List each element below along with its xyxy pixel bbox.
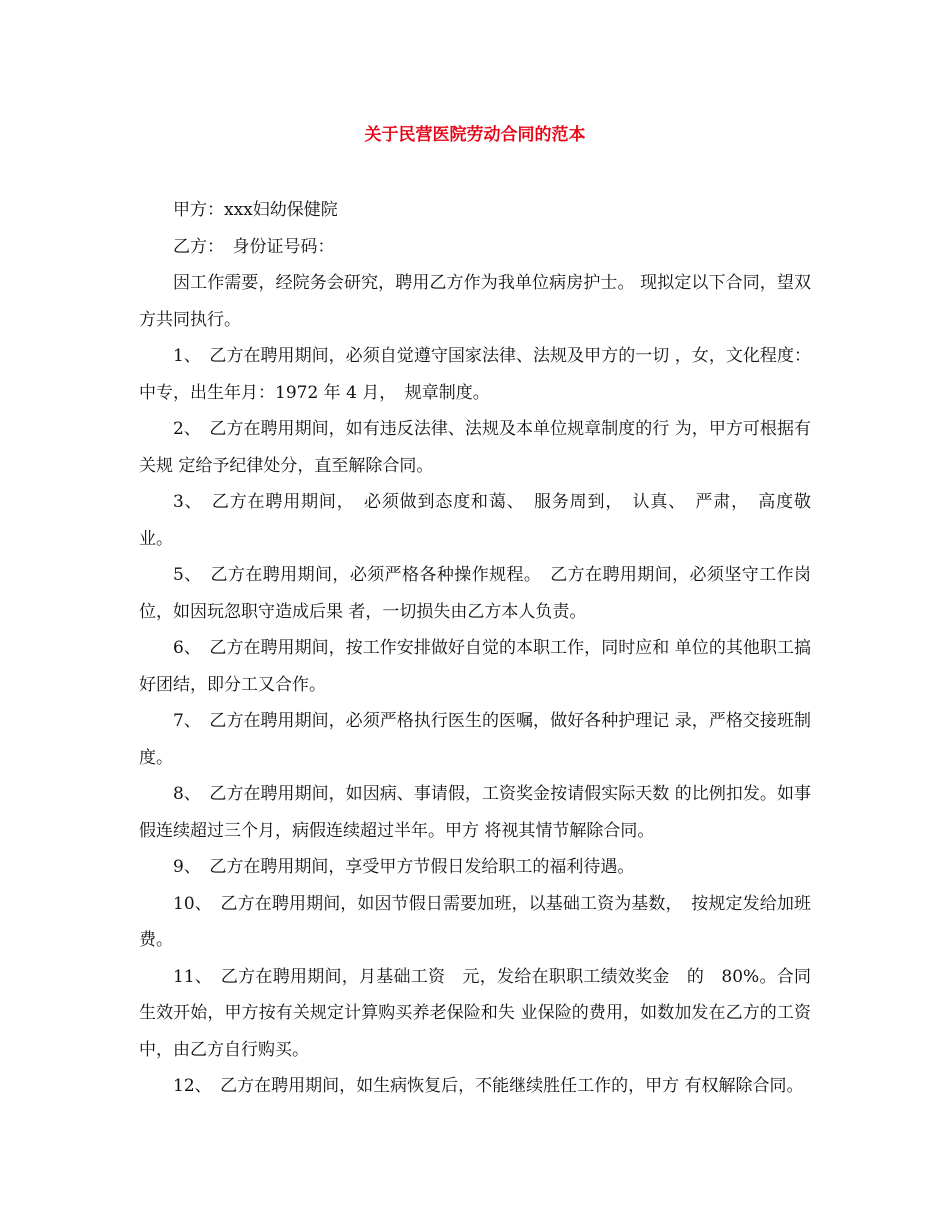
clause-5: 5、 乙方在聘用期间，必须严格各种操作规程。 乙方在聘用期间，必须坚守工作岗位，如因玩忽职守造成后果 者，一切损失由乙方本人负责。 (139, 565, 811, 622)
clause-12: 12、 乙方在聘用期间，如生病恢复后，不能继续胜任工作的，甲方 有权解除合同。 (173, 1076, 804, 1096)
clause-8: 8、 乙方在聘用期间，如因病、事请假，工资奖金按请假实际天数 的比例扣发。如事假连续超过三个月，病假连续超过半年。甲方 将视其情节解除合同。 (139, 784, 811, 841)
clause-2: 2、 乙方在聘用期间，如有违反法律、法规及本单位规章制度的行 为，甲方可根据有关规 定给予纪律处分，直至解除合同。 (139, 419, 811, 476)
clause-1: 1、 乙方在聘用期间，必须自觉遵守国家法律、法规及甲方的一切 ，女，文化程度：中专，出生年月：1972 年 4 月， 规章制度。 (139, 346, 811, 403)
document-body (139, 192, 811, 1105)
clause-9: 9、 乙方在聘用期间，享受甲方节假日发给职工的福利待遇。 (173, 857, 635, 877)
party-b-line: 乙方： 身份证号码： (173, 236, 335, 257)
clause-10: 10、 乙方在聘用期间，如因节假日需要加班，以基础工资为基数， 按规定发给加班费。 (139, 893, 811, 950)
document-title: 关于民营医院劳动合同的范本 (364, 125, 586, 145)
preamble-paragraph: 因工作需要，经院务会研究，聘用乙方作为我单位病房护士。 现拟定以下合同，望双方共同执行。 (139, 273, 811, 330)
party-a-line: 甲方：xxx妇幼保健院 (173, 200, 338, 220)
clause-11: 11、 乙方在聘用期间，月基础工资 元，发给在职职工绩效奖金 的 80%。合同生效开始，甲方按有关规定计算购买养老保险和失 业保险的费用，如数加发在乙方的工资中，由乙方自行购买。 (139, 966, 811, 1060)
clause-6: 6、 乙方在聘用期间，按工作安排做好自觉的本职工作，同时应和 单位的其他职工搞好团结，即分工又合作。 (139, 638, 811, 695)
clause-7: 7、 乙方在聘用期间，必须严格执行医生的医嘱，做好各种护理记 录，严格交接班制度。 (139, 711, 811, 768)
clause-3: 3、 乙方在聘用期间， 必须做到态度和蔼、 服务周到， 认真、 严肃， 高度敬业。 (139, 492, 811, 549)
